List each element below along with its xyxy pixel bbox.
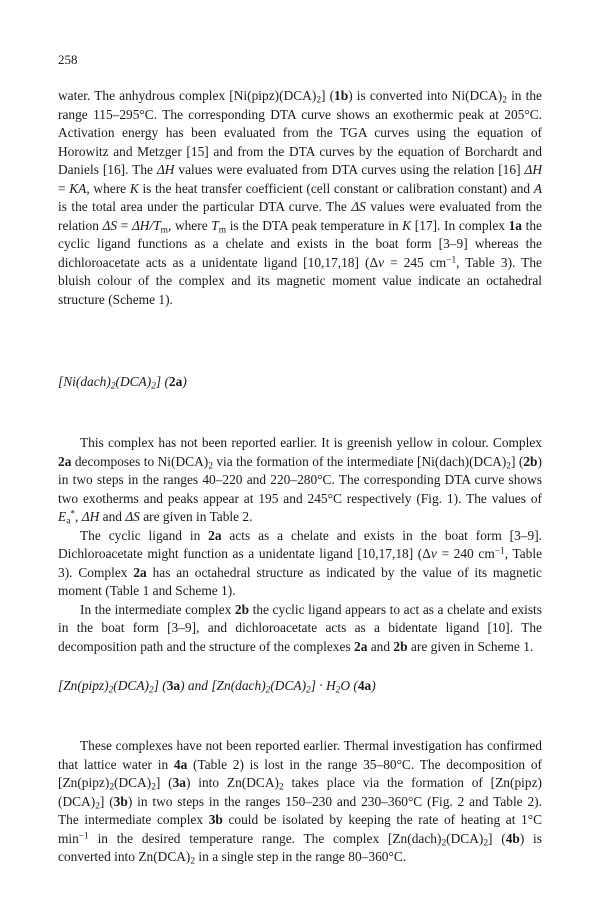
paragraph: In the intermediate complex 2b the cyclic ligand appears to act as a chelate and exists in the boat form [3–9], and dichloroacetate acts as a bidentate ligand [10]. The decomposition path and the structure of the complexes 2a and 2b are given in Scheme 1. [58, 601, 542, 655]
paragraph: These complexes have not been reported earlier. Thermal investigation has confirmed that lattice water in 4a (Table 2) is lost in the range 35–80°C. The decomposition of $[Zn(pipz)_2(DCA)_2]$ (3a) into $Zn(DCA)_2$ takes place via the formation of $[Zn(pipz)(DCA)_2]$ (3b) in two steps in the ranges 150–230 and 230–360°C (Fig. 2 and Table 2). The intermediate complex 3b could be isolated by keeping the rate of heating at 1°C $\min^{-1}$ in the desired temperature range. The complex $[Zn(dach)_2(DCA)_2]$ (4b) is converted into $Zn(DCA)_2$ in a single step in the range 80–360°C. [58, 738, 543, 867]
section-body-3a-4a [58, 737, 542, 867]
section-heading-2a: $[Ni(dach)_2(DCA)_2]$ (2a) [58, 374, 187, 392]
page-number: 258 [58, 52, 78, 67]
section-body-2a [58, 434, 542, 657]
section-heading-3a-4a: $[Zn(pipz)_2(DCA)_2]$ (3a) and $[Zn(dach)_2(DCA)_2] \cdot H_2O$ (4a) [58, 678, 376, 696]
paragraph-continuation: water. The anhydrous complex $[Ni(pipz)(DCA)_2]$ (1b) is converted into $Ni(DCA)_2$ in the range 115–295°C. The corresponding DTA curve shows an exothermic peak at 205°C. Activation energy has been evaluated from the TGA curves using the equation of Horowitz and Metzger [15] and from the DTA curves by the equation of Borchardt and Daniels [16]. The ΔH values were evaluated from DTA curves using the relation [16] ΔH = KA, where K is the heat transfer coefficient (cell constant or calibration constant) and A is the total area under the particular DTA curve. The ΔS values were evaluated from the relation $\Delta S = \Delta H/T_m$, where $T_m$ is the DTA peak temperature in K [17]. In complex 1a the cyclic ligand functions as a chelate and exists in the boat form [3–9] whereas the dichloroacetate acts as a unidentate ligand [10,17,18] (Δν = 245 $cm^{-1}$, Table 3). The bluish colour of the complex and its magnetic moment value indicate an octahedral structure (Scheme 1). [58, 88, 542, 308]
paragraph: The cyclic ligand in 2a acts as a chelate and exists in the boat form [3–9]. Dichloroacetate might function as a unidentate ligand [10,17,18] (Δν = 240 $cm^{-1}$, Table 3). Complex 2a has an octahedral structure as indicated by the value of its magnetic moment (Table 1 and Scheme 1). [58, 527, 543, 599]
paragraph: This complex has not been reported earlier. It is greenish yellow in colour. Complex 2a decomposes to $Ni(DCA)_2$ via the formation of the intermediate $[Ni(dach)(DCA)_2]$ (2b) in two steps in the ranges 40–220 and 220–280°C. The corresponding DTA curve shows two exotherms and peaks appear at 195 and 245°C respectively (Fig. 1). The values of $E_a^*$, ΔH and ΔS are given in Table 2. [58, 435, 542, 527]
